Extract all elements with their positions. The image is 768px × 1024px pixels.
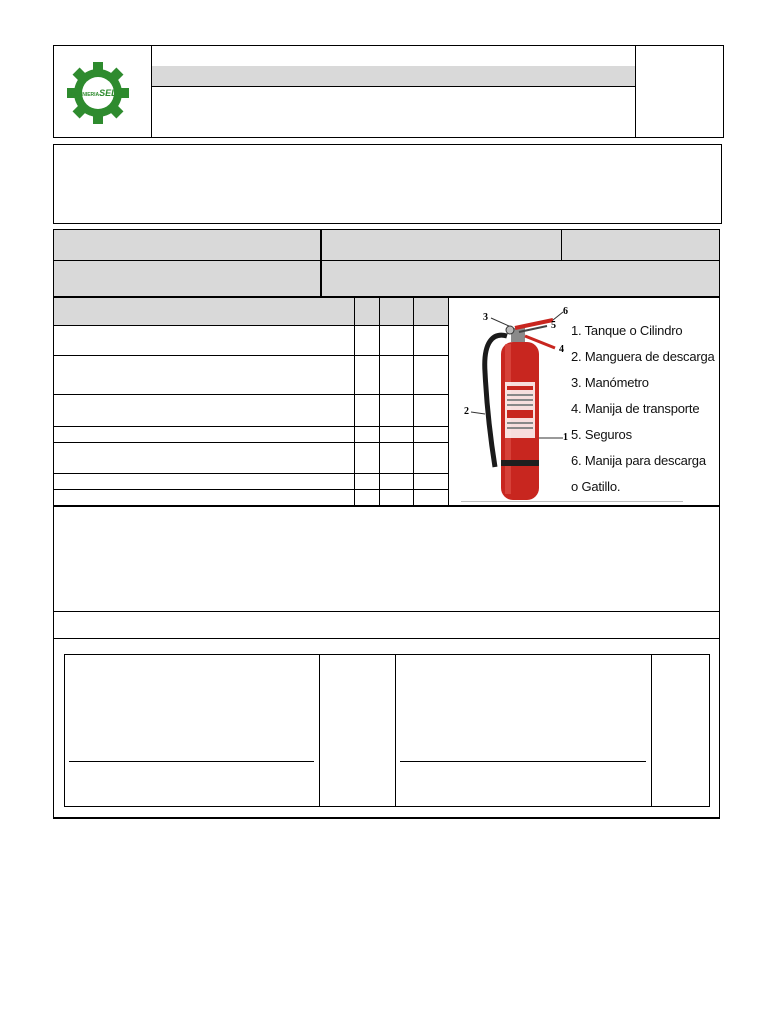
logo-text-left: INGENIERIA <box>69 92 100 98</box>
observations-box <box>53 506 720 612</box>
info-row-2 <box>53 260 720 297</box>
signature-divider-1 <box>319 654 320 807</box>
info-row-1-divider-b <box>561 229 562 261</box>
callout-3: 3 <box>483 312 488 323</box>
description-box <box>53 144 722 224</box>
callout-2: 2 <box>464 406 469 417</box>
legend-item: 2. Manguera de descarga <box>571 349 715 364</box>
info-row-1-divider-a <box>320 229 322 261</box>
logo-text <box>68 87 130 100</box>
table-row-line <box>54 394 448 395</box>
signature-divider-2 <box>395 654 396 807</box>
checklist-col-divider-3 <box>413 298 414 506</box>
legend-item: 6. Manija para descarga <box>571 453 706 468</box>
checklist-col-divider-4 <box>448 298 449 506</box>
table-row-line <box>54 355 448 356</box>
diagram-baseline <box>461 501 683 502</box>
logo-text-right: SELVA <box>99 88 128 98</box>
legend-item: 3. Manómetro <box>571 375 649 390</box>
header-block <box>53 45 724 138</box>
fire-extinguisher-icon <box>455 302 575 504</box>
table-row-line <box>54 473 448 474</box>
table-row-line <box>54 442 448 443</box>
signature-line-right <box>400 761 646 762</box>
signature-divider-3 <box>651 654 652 807</box>
checklist-col-divider-1 <box>354 298 355 506</box>
signature-table <box>64 654 710 807</box>
callout-4: 4 <box>559 344 564 355</box>
signature-line-left <box>69 761 314 762</box>
table-row-line <box>54 489 448 490</box>
legend-item: 1. Tanque o Cilindro <box>571 323 683 338</box>
signature-title-row <box>53 611 720 639</box>
callout-6: 6 <box>563 306 568 317</box>
extinguisher-parts-legend <box>571 318 715 500</box>
legend-item: 5. Seguros <box>571 427 632 442</box>
checklist-col-divider-2 <box>379 298 380 506</box>
company-logo <box>66 62 130 124</box>
legend-item: o Gatillo. <box>571 479 621 494</box>
table-row-line <box>54 426 448 427</box>
logo-cell-divider <box>151 45 152 138</box>
legend-item: 4. Manija de transporte <box>571 401 700 416</box>
header-gray-band <box>152 66 635 87</box>
code-cell-divider <box>635 45 636 138</box>
callout-1: 1 <box>563 432 568 443</box>
checklist-header-row <box>54 298 448 326</box>
info-row-2-divider <box>320 260 322 297</box>
callout-5: 5 <box>551 320 556 331</box>
info-row-1 <box>53 229 720 261</box>
